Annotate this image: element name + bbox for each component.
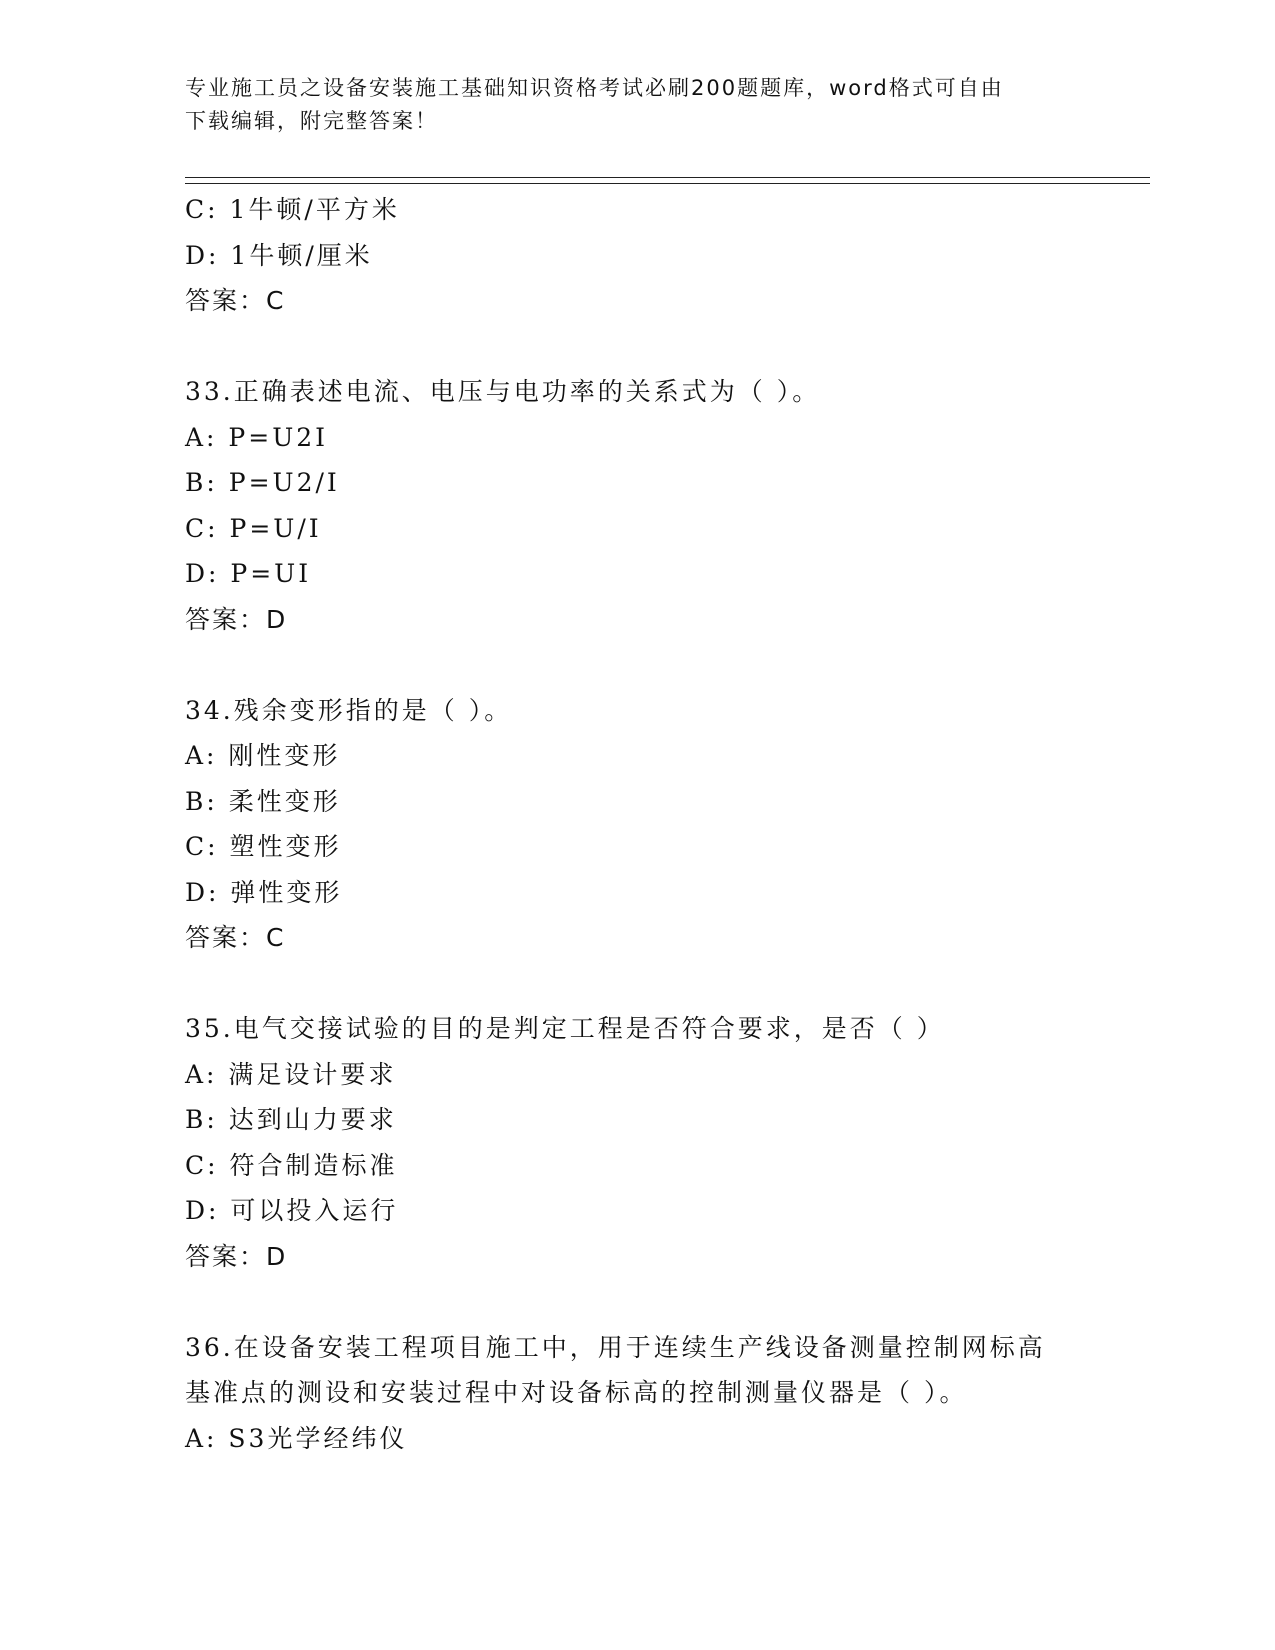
option-a: A: 刚性变形 bbox=[185, 741, 341, 770]
spacer bbox=[185, 961, 1085, 1007]
option-a: A: P=U2I bbox=[185, 422, 329, 452]
header-divider-top bbox=[185, 177, 1150, 178]
question-35 bbox=[185, 1006, 1085, 1279]
answer-line: 答案：C bbox=[185, 923, 286, 952]
option-b: B: 柔性变形 bbox=[185, 786, 341, 816]
header-line-1: 专业施工员之设备安装施工基础知识资格考试必刷200题题库，word格式可自由 bbox=[185, 76, 1004, 100]
option-d: D: 1牛顿/厘米 bbox=[185, 240, 373, 270]
option-c: C: 1牛顿/平方米 bbox=[185, 195, 400, 224]
option-c: C: P=U/I bbox=[185, 513, 322, 543]
question-text: 33.正确表述电流、电压与电功率的关系式为（ ）。 bbox=[185, 377, 821, 406]
spacer bbox=[185, 324, 1085, 370]
option-a: A: 满足设计要求 bbox=[185, 1059, 397, 1089]
question-text-line-1: 36.在设备安装工程项目施工中，用于连续生产线设备测量控制网标高 bbox=[185, 1332, 1046, 1362]
option-b: B: P=U2/I bbox=[185, 468, 340, 497]
question-36 bbox=[185, 1325, 1085, 1462]
option-b: B: 达到山力要求 bbox=[185, 1105, 397, 1134]
question-text: 34.残余变形指的是（ ）。 bbox=[185, 695, 513, 725]
header-divider-bottom bbox=[185, 183, 1150, 184]
option-a: A: S3光学经纬仪 bbox=[185, 1423, 408, 1453]
option-d: D: P=UI bbox=[185, 559, 312, 588]
answer-line: 答案：D bbox=[185, 1241, 288, 1271]
answer-line: 答案：C bbox=[185, 286, 286, 315]
question-33 bbox=[185, 369, 1085, 642]
option-c: C: 符合制造标准 bbox=[185, 1150, 398, 1180]
question-text-line-2: 基准点的测设和安装过程中对设备标高的控制测量仪器是（ ）。 bbox=[185, 1378, 968, 1407]
question-34 bbox=[185, 688, 1085, 961]
spacer bbox=[185, 642, 1085, 688]
document-header bbox=[185, 72, 1065, 138]
option-c: C: 塑性变形 bbox=[185, 832, 342, 861]
header-line-2: 下载编辑，附完整答案！ bbox=[185, 109, 438, 133]
question-continued bbox=[185, 187, 1085, 324]
spacer bbox=[185, 1279, 1085, 1325]
question-text: 35.电气交接试验的目的是判定工程是否符合要求，是否（ ） bbox=[185, 1014, 945, 1043]
question-list bbox=[185, 187, 1085, 1461]
option-d: D: 可以投入运行 bbox=[185, 1196, 399, 1225]
answer-line: 答案：D bbox=[185, 604, 288, 634]
option-d: D: 弹性变形 bbox=[185, 877, 343, 907]
